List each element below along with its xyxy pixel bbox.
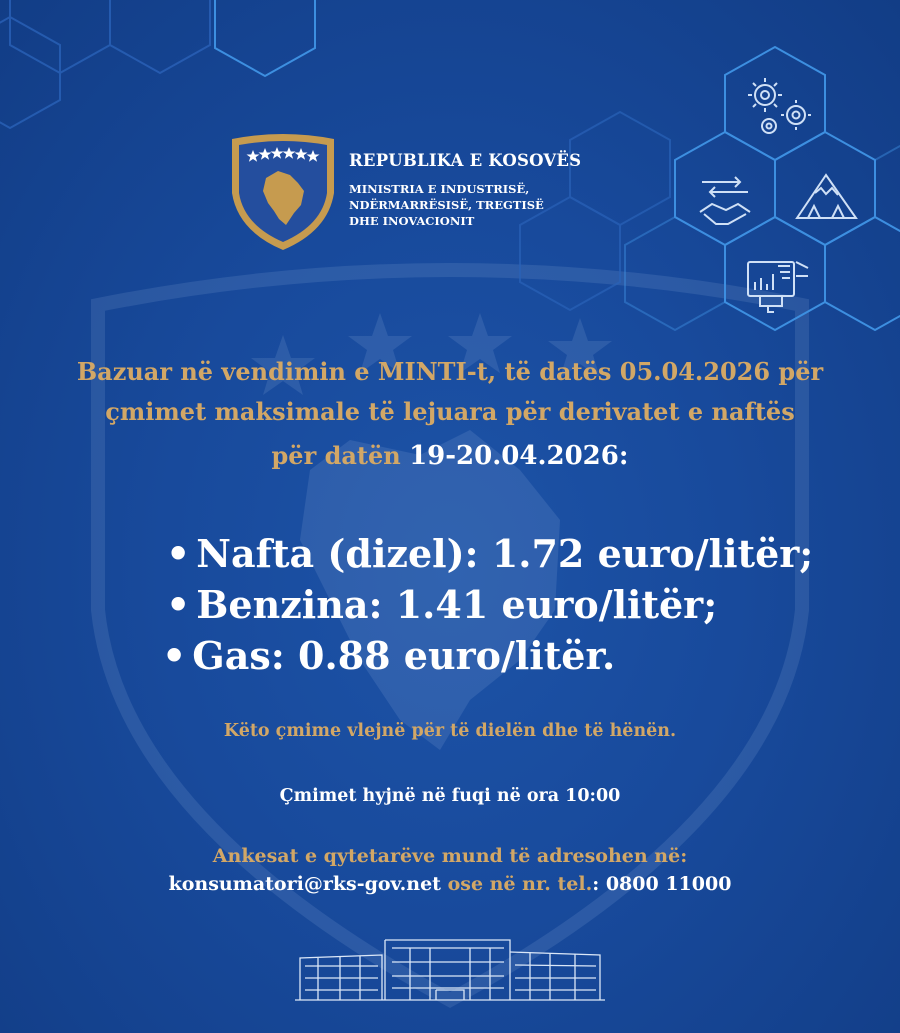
hex-outline-top bbox=[215, 0, 315, 76]
price-item-gas bbox=[162, 633, 615, 678]
mountain-icon bbox=[797, 175, 856, 218]
price-text: Nafta (dizel): 1.72 euro/litër; bbox=[196, 531, 814, 576]
bullet: • bbox=[162, 633, 187, 678]
coat-of-arms-icon bbox=[228, 133, 338, 253]
header-subtitle-line: MINISTRIA E INDUSTRISË, bbox=[349, 182, 530, 196]
intro-line-3 bbox=[0, 441, 900, 471]
intro-date: 19-20.04.2026: bbox=[409, 441, 629, 471]
intro-line-2: çmimet maksimale të lejuara për derivatet e naftës bbox=[105, 397, 795, 426]
phone-number[interactable]: 0800 11000 bbox=[605, 873, 732, 895]
price-item-petrol bbox=[166, 582, 717, 627]
bullet: • bbox=[166, 531, 191, 576]
bullet: • bbox=[166, 582, 191, 627]
intro-date-prefix: për datën bbox=[271, 441, 410, 470]
header-subtitle bbox=[349, 181, 609, 229]
email-link[interactable]: konsumatori@rks-gov.net bbox=[168, 873, 441, 895]
header-title: REPUBLIKA E KOSOVËS bbox=[349, 151, 582, 170]
effective-time-note: Çmimet hyjnë në fuqi në ora 10:00 bbox=[279, 786, 621, 806]
complaints-label: Ankesat e qytetarëve mund të adresohen në: bbox=[212, 845, 688, 867]
header-subtitle-line: NDËRMARRËSISË, TREGTISË bbox=[349, 198, 544, 212]
building-icon bbox=[295, 940, 605, 1000]
validity-note: Këto çmime vlejnë për të dielën dhe të hënën. bbox=[223, 721, 677, 741]
hex-pattern-top-left bbox=[0, 0, 210, 128]
phone-colon: : bbox=[592, 873, 606, 895]
price-item-diesel bbox=[166, 531, 813, 576]
price-text: Gas: 0.88 euro/litër. bbox=[192, 633, 616, 678]
header-subtitle-line: DHE INOVACIONIT bbox=[349, 214, 475, 228]
contact-line bbox=[0, 873, 900, 895]
handshake-icon bbox=[700, 177, 750, 224]
gears-icon bbox=[748, 78, 811, 133]
phone-label: ose në nr. tel. bbox=[440, 873, 593, 895]
intro-line-1: Bazuar në vendimin e MINTI-t, të datës 05.04.2026 për bbox=[76, 357, 824, 386]
price-text: Benzina: 1.41 euro/litër; bbox=[196, 582, 718, 627]
